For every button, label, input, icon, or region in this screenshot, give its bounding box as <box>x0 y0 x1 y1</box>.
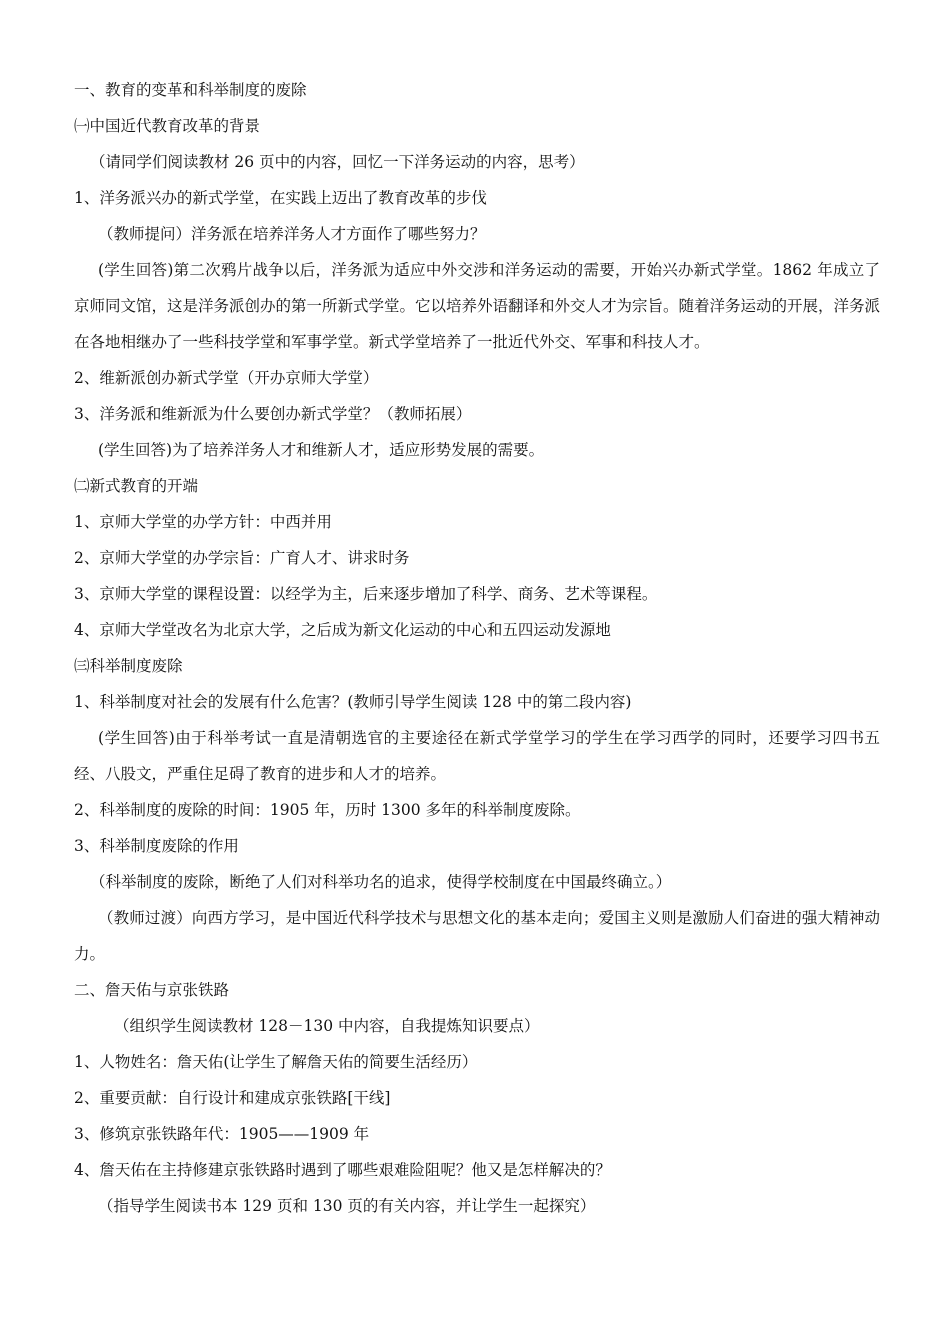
subsection-heading-start: ㈡新式教育的开端 <box>74 477 199 495</box>
list-item: 4、詹天佑在主持修建京张铁路时遇到了哪些艰难险阻呢？他又是怎样解决的？ <box>74 1161 611 1179</box>
list-item: 3、科举制度废除的作用 <box>74 837 239 855</box>
list-item: 1、京师大学堂的办学方针：中西并用 <box>74 513 332 531</box>
subsection-heading-abolition: ㈢科举制度废除 <box>74 657 183 675</box>
list-item: 1、洋务派兴办的新式学堂，在实践上迈出了教育改革的步伐 <box>74 189 487 207</box>
list-item: 2、京师大学堂的办学宗旨：广育人才、讲求时务 <box>74 549 410 567</box>
document-page <box>74 72 880 1224</box>
teacher-question: （教师提问）洋务派在培养洋务人才方面作了哪些努力？ <box>98 225 486 243</box>
list-item: 1、科举制度对社会的发展有什么危害？(教师引导学生阅读 128 中的第二段内容) <box>74 693 632 711</box>
list-item: 4、京师大学堂改名为北京大学，之后成为新文化运动的中心和五四运动发源地 <box>74 621 611 639</box>
instruction-note: （指导学生阅读书本 129 页和 130 页的有关内容，并让学生一起探究） <box>98 1197 596 1215</box>
list-item: 2、科举制度的废除的时间：1905 年，历时 1300 多年的科举制度废除。 <box>74 801 581 819</box>
list-item: 3、洋务派和维新派为什么要创办新式学堂？（教师拓展） <box>74 405 472 423</box>
list-item: 3、修筑京张铁路年代：1905——1909 年 <box>74 1125 370 1143</box>
list-item: 1、人物姓名：詹天佑(让学生了解詹天佑的简要生活经历） <box>74 1053 478 1071</box>
instruction-note: （请同学们阅读教材 26 页中的内容，回忆一下洋务运动的内容，思考） <box>90 153 585 171</box>
section-heading-2: 二、詹天佑与京张铁路 <box>74 981 230 999</box>
student-answer-paragraph: (学生回答)由于科举考试一直是清朝选官的主要途径在新式学堂学习的学生在学习西学的同时，还要学习四书五经、八股文，严重住足碍了教育的进步和人才的培养。 <box>74 729 880 783</box>
list-item: 3、京师大学堂的课程设置：以经学为主，后来逐步增加了科学、商务、艺术等课程。 <box>74 585 658 603</box>
student-answer-paragraph: (学生回答)第二次鸦片战争以后，洋务派为适应中外交涉和洋务运动的需要，开始兴办新式学堂。1862 年成立了京师同文馆，这是洋务派创办的第一所新式学堂。它以培养外语翻译和外交人才为宗旨。随着洋务运动的开展，洋务派在各地相继办了一些科技学堂和军事学堂。新式学堂培养了一批近代外交、军事和科技人才。 <box>74 261 881 351</box>
list-item: 2、维新派创办新式学堂（开办京师大学堂） <box>74 369 379 387</box>
note: （科举制度的废除，断绝了人们对科举功名的追求，使得学校制度在中国最终确立。） <box>90 873 672 891</box>
list-item: 2、重要贡献：自行设计和建成京张铁路[干线] <box>74 1089 391 1107</box>
student-answer: (学生回答)为了培养洋务人才和维新人才，适应形势发展的需要。 <box>98 441 545 459</box>
subsection-heading-background: ㈠中国近代教育改革的背景 <box>74 117 261 135</box>
section-heading-1: 一、教育的变革和科举制度的废除 <box>74 81 307 99</box>
instruction-note: （组织学生阅读教材 128－130 中内容，自我提炼知识要点） <box>114 1017 540 1035</box>
teacher-transition-paragraph: （教师过渡）向西方学习，是中国近代科学技术与思想文化的基本走向；爱国主义则是激励人们奋进的强大精神动力。 <box>74 909 880 963</box>
